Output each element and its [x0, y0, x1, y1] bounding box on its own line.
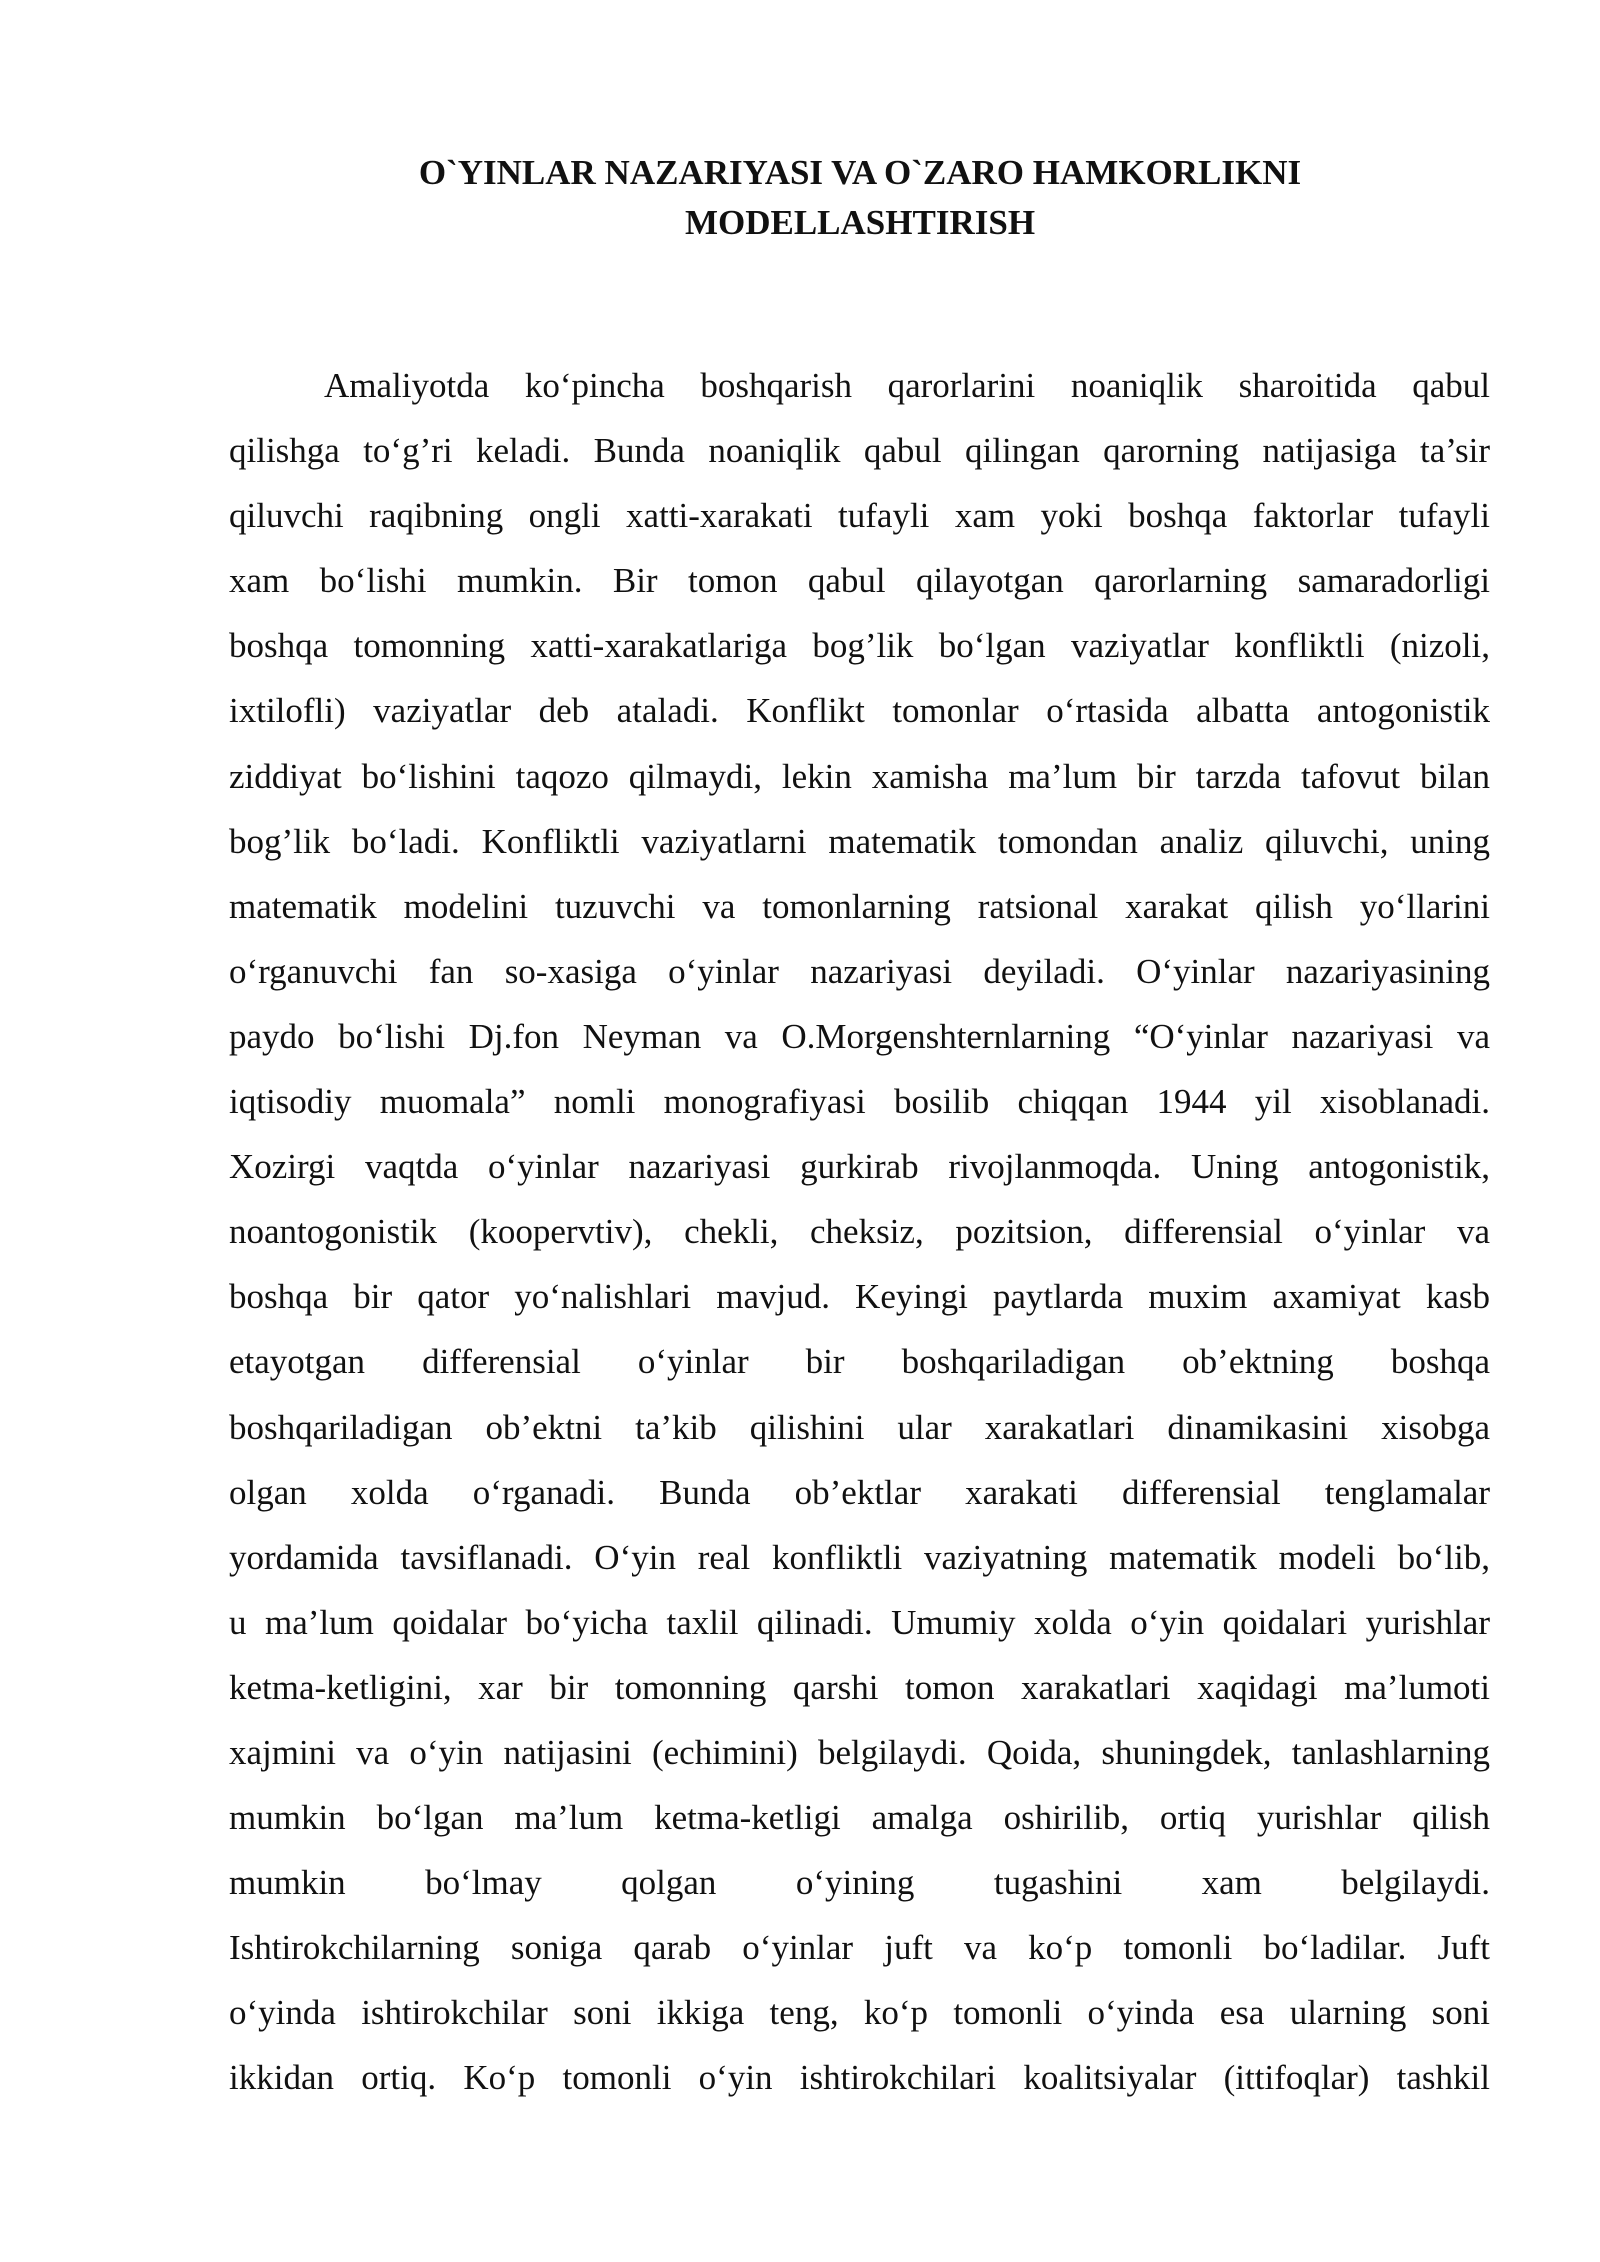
title-line-1: O`YINLAR NAZARIYASI VA O`ZARO HAMKORLIKNI: [418, 153, 1302, 192]
document-title: [230, 148, 1490, 248]
paragraph-line: o‘rganuvchi fan so-xasiga o‘yinlar nazariyasi deyiladi. O‘yinlar nazariyasining: [229, 951, 1490, 991]
paragraph-line: ikkidan ortiq. Ko‘p tomonli o‘yin ishtirokchilari koalitsiyalar (ittifoqlar) tashkil: [229, 2058, 1490, 2098]
paragraph-line: olgan xolda o‘rganadi. Bunda ob’ektlar xarakati differensial tenglamalar: [229, 1472, 1490, 1512]
paragraph-line: xam bo‘lishi mumkin. Bir tomon qabul qilayotgan qarorlarning samaradorligi: [229, 561, 1490, 601]
paragraph-line: qiluvchi raqibning ongli xatti-xarakati tufayli xam yoki boshqa faktorlar tufayli: [229, 496, 1490, 536]
paragraph-line: ketma-ketligini, xar bir tomonning qarshi tomon xarakatlari xaqidagi ma’lumoti: [229, 1667, 1490, 1707]
paragraph-line: bog’lik bo‘ladi. Konfliktli vaziyatlarni matematik tomondan analiz qiluvchi, uning: [229, 821, 1490, 861]
paragraph-line: iqtisodiy muomala” nomli monografiyasi bosilib chiqqan 1944 yil xisoblanadi.: [229, 1082, 1490, 1122]
paragraph-line: mumkin bo‘lmay qolgan o‘yining tugashini xam belgilaydi.: [229, 1863, 1490, 1903]
paragraph-line: paydo bo‘lishi Dj.fon Neyman va O.Morgenshternlarning “O‘yinlar nazariyasi va: [229, 1016, 1490, 1056]
paragraph-line: etayotgan differensial o‘yinlar bir boshqariladigan ob’ektning boshqa: [229, 1342, 1490, 1382]
paragraph-line: u ma’lum qoidalar bo‘yicha taxlil qilinadi. Umumiy xolda o‘yin qoidalari yurishlar: [229, 1602, 1490, 1642]
paragraph-line: ziddiyat bo‘lishini taqozo qilmaydi, lekin xamisha ma’lum bir tarzda tafovut bilan: [229, 756, 1490, 796]
title-line-2: MODELLASHTIRISH: [684, 203, 1036, 242]
paragraph-line: Ishtirokchilarning soniga qarab o‘yinlar juft va ko‘p tomonli bo‘ladilar. Juft: [229, 1928, 1490, 1968]
paragraph-line: Amaliyotda ko‘pincha boshqarish qarorlarini noaniqlik sharoitida qabul: [324, 366, 1490, 405]
paragraph-line: o‘yinda ishtirokchilar soni ikkiga teng, ko‘p tomonli o‘yinda esa ularning soni: [229, 1993, 1490, 2033]
paragraph-line: Xozirgi vaqtda o‘yinlar nazariyasi gurkirab rivojlanmoqda. Uning antogonistik,: [229, 1147, 1490, 1187]
paragraph-line: yordamida tavsiflanadi. O‘yin real konfliktli vaziyatning matematik modeli bo‘lib,: [229, 1537, 1490, 1577]
paragraph-line: qilishga to‘g’ri keladi. Bunda noaniqlik qabul qilingan qarorning natijasiga ta’sir: [229, 431, 1490, 471]
paragraph-line: noantogonistik (koopervtiv), chekli, cheksiz, pozitsion, differensial o‘yinlar va: [229, 1212, 1490, 1252]
paragraph-line: ixtilofli) vaziyatlar deb ataladi. Konflikt tomonlar o‘rtasida albatta antogonistik: [229, 691, 1490, 731]
paragraph-line: boshqa bir qator yo‘nalishlari mavjud. Keyingi paytlarda muxim axamiyat kasb: [229, 1277, 1490, 1317]
body-paragraph: [229, 353, 1490, 2111]
paragraph-line: matematik modelini tuzuvchi va tomonlarning ratsional xarakat qilish yo‘llarini: [229, 886, 1490, 926]
paragraph-line: boshqa tomonning xatti-xarakatlariga bog’lik bo‘lgan vaziyatlar konfliktli (nizoli,: [229, 626, 1490, 666]
paragraph-line: xajmini va o‘yin natijasini (echimini) belgilaydi. Qoida, shuningdek, tanlashlarning: [229, 1732, 1490, 1772]
paragraph-line: boshqariladigan ob’ektni ta’kib qilishini ular xarakatlari dinamikasini xisobga: [229, 1407, 1490, 1447]
paragraph-line: mumkin bo‘lgan ma’lum ketma-ketligi amalga oshirilib, ortiq yurishlar qilish: [229, 1798, 1490, 1838]
